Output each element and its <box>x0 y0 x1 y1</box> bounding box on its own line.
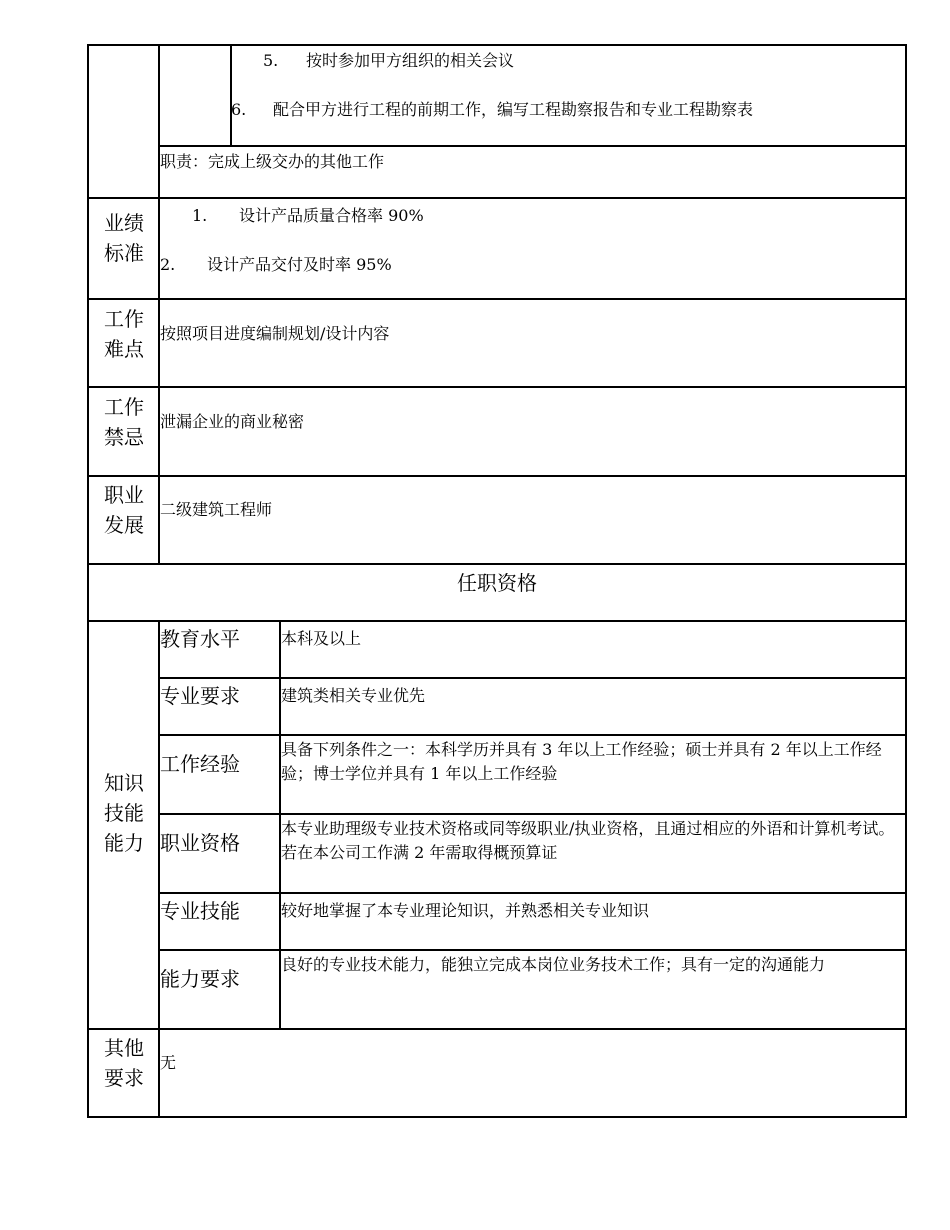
row-sep-qualifications <box>87 620 907 622</box>
qual-certification-value: 本专业助理级专业技术资格或同等级职业/执业资格，且通过相应的外语和计算机考试。若在本公司工作满 2 年需取得概预算证 <box>281 819 895 862</box>
row-sep-heading <box>87 563 907 565</box>
qual-certification-label: 职业资格 <box>160 831 240 855</box>
difficulty-label: 工作 难点 <box>104 307 144 361</box>
performance-item1-text: 设计产品质量合格率 90% <box>239 206 424 225</box>
row-sep-performance <box>87 197 907 199</box>
row-sep-other <box>87 1028 907 1030</box>
qual-education-label: 教育水平 <box>160 627 240 651</box>
table-border-right <box>905 44 907 1118</box>
qual-skills-label: 专业技能 <box>160 899 240 923</box>
row-sep-taboo <box>87 386 907 388</box>
performance-item1-number: 1. <box>192 206 208 225</box>
qual-skills-value: 较好地掌握了本专业理论知识，并熟悉相关专业知识 <box>281 901 650 920</box>
career-text: 二级建筑工程师 <box>160 500 273 519</box>
row-sep-difficulty <box>87 298 907 300</box>
qual-experience-value: 具备下列条件之一：本科学历并具有 3 年以上工作经验；硕士并具有 2 年以上工作经验；博士学位并具有 1 年以上工作经验 <box>281 740 882 783</box>
qual-row-sep-5 <box>158 949 907 951</box>
table-border-top <box>87 44 907 46</box>
qual-ability-value: 良好的专业技术能力，能独立完成本岗位业务技术工作；具有一定的沟通能力 <box>281 955 826 974</box>
duty-item6-text: 配合甲方进行工程的前期工作，编写工程勘察报告和专业工程勘察表 <box>273 100 754 119</box>
qual-ability-label: 能力要求 <box>160 967 240 991</box>
performance-item2-number: 2. <box>160 255 176 274</box>
qual-row-sep-1 <box>158 677 907 679</box>
other-text: 无 <box>160 1053 177 1072</box>
taboo-label: 工作 禁忌 <box>104 395 144 449</box>
performance-item2-text: 设计产品交付及时率 95% <box>207 255 392 274</box>
duty-item5-number: 5. <box>263 51 279 70</box>
other-label: 其他 要求 <box>104 1036 144 1090</box>
qual-major-value: 建筑类相关专业优先 <box>281 686 426 705</box>
duty-item6-number: 6. <box>231 100 247 119</box>
qual-row-sep-4 <box>158 892 907 894</box>
label-column-divider-upper <box>158 44 160 564</box>
duty-other-text: 职责：完成上级交办的其他工作 <box>160 152 385 171</box>
qual-row-sep-2 <box>158 734 907 736</box>
qual-experience-label: 工作经验 <box>160 752 240 776</box>
taboo-text: 泄漏企业的商业秘密 <box>160 412 305 431</box>
duty-inner-bottom <box>158 145 907 147</box>
difficulty-text: 按照项目进度编制规划/设计内容 <box>160 324 390 343</box>
qual-row-sep-3 <box>158 813 907 815</box>
qual-education-value: 本科及以上 <box>281 629 362 648</box>
duty-inner-divider <box>230 44 232 147</box>
qual-major-label: 专业要求 <box>160 684 240 708</box>
row-sep-career <box>87 475 907 477</box>
qualifications-heading: 任职资格 <box>457 571 537 595</box>
duty-item5-text: 按时参加甲方组织的相关会议 <box>306 51 515 70</box>
performance-label: 业绩 标准 <box>104 211 144 265</box>
career-label: 职业 发展 <box>104 483 144 537</box>
table-border-bottom <box>87 1116 907 1118</box>
qualifications-label: 知识 技能 能力 <box>104 771 144 855</box>
